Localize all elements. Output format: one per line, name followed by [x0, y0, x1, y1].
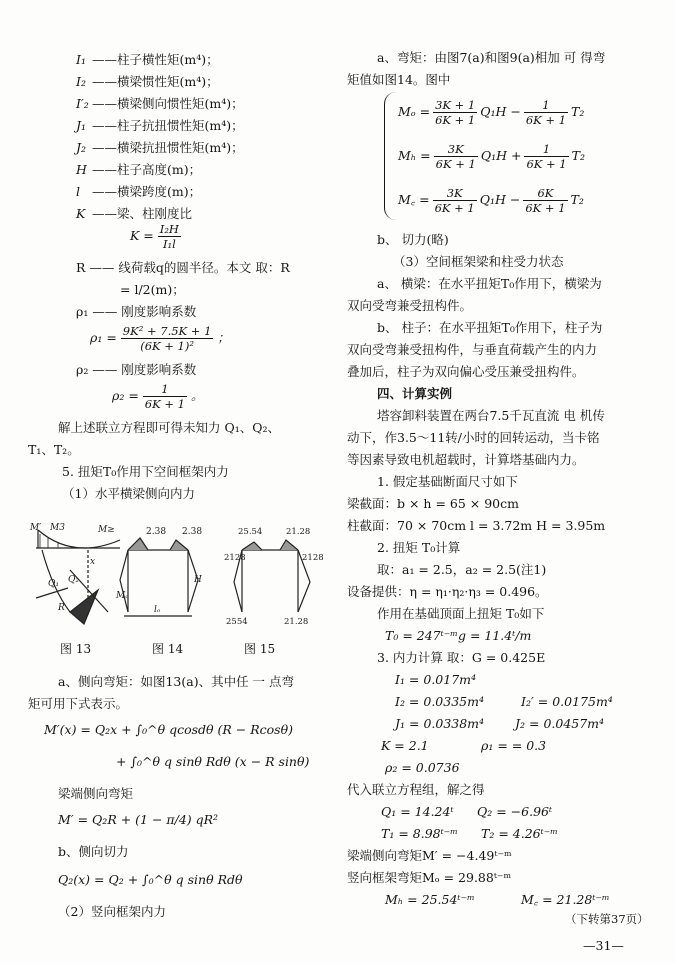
lateral-moment-text-cont: 矩可用下式表示。: [28, 696, 129, 711]
equation-middle: Q₁H −: [480, 104, 521, 119]
f14-label-a: 2.38: [146, 527, 167, 537]
k-equation: K = $\frac{\text{I₂H}}{\text{I₁l}}$: [130, 222, 179, 251]
solve-text: 解上述联立方程即可得未知力 Q₁、Q₂、: [58, 420, 280, 435]
symbol-definition-row: [76, 120, 244, 133]
fraction-numerator: 6K: [523, 186, 567, 201]
figure-15: [234, 540, 310, 612]
f14-label-lo: lₒ: [154, 605, 161, 615]
take-values: 取：a₁ = 2.5，a₂ = 2.5(注1): [377, 562, 547, 577]
f13-label-x: x: [90, 557, 96, 567]
subsection-3-heading: （3）空间框架梁和柱受力状态: [393, 254, 564, 269]
moment-equation-row: [398, 186, 584, 215]
symbol-definition-row: [76, 76, 219, 89]
fraction-denominator: 6K + 1: [526, 157, 567, 171]
fraction-denominator: 6K + 1: [525, 113, 567, 127]
q2-equation: Q₂(x) = Q₂ + ∫₀^θ q sinθ Rdθ: [58, 872, 243, 887]
f13-label-q1: Q₁: [48, 579, 59, 589]
fraction: [433, 98, 477, 127]
rho2-equation: ρ₂ = $\frac{1}{6K + 1}$ 。: [112, 382, 204, 411]
fraction: [524, 142, 568, 171]
example-text-1: 塔容卸料装置在两台7.5千瓦直流 电 机传: [377, 408, 605, 423]
symbol: K: [76, 206, 86, 221]
beam-end-moment-label: 梁端侧向弯矩: [58, 786, 134, 801]
caption-fig-14: 图 14: [152, 642, 184, 656]
symbol-meaning: ——横梁侧向惯性矩(m⁴)；: [92, 96, 244, 111]
q1-value: Q₁ = 14.24ᵗ: [381, 804, 454, 819]
r-definition-cont: = l/2(m)；: [120, 282, 185, 297]
lateral-moment-text: a、侧向弯矩：如图13(a)、其中任 一 点弯: [58, 674, 295, 689]
section-5-heading: 5. 扭矩T₀作用下空间框架内力: [62, 464, 229, 479]
equation-lhs: Mₒ =: [398, 104, 431, 119]
section-4-heading: 四、计算实例: [377, 386, 453, 401]
moment-equation-row: [398, 142, 585, 171]
column-section: 柱截面：70 × 70cm l = 3.72m H = 3.95m: [347, 518, 606, 533]
symbol-meaning: ——梁、柱刚度比: [92, 206, 193, 221]
moment-text: a、弯矩：由图7(a)和图9(a)相加 可 得弯: [377, 50, 606, 65]
symbol: l: [76, 184, 80, 199]
i2prime-value: I₂′ = 0.0175m⁴: [521, 694, 613, 709]
fraction-numerator: 3K + 1: [435, 98, 476, 112]
k-fraction: $\frac{\text{I₂H}}{\text{I₁l}}$: [159, 222, 179, 251]
j2-value: J₂ = 0.0457m⁴: [515, 716, 605, 731]
symbol-definition-row: [76, 208, 192, 221]
f13-label-r: R: [58, 603, 65, 613]
column-state-text-cont: 双向受弯兼受扭构件，与垂直荷载产生的内力: [347, 342, 598, 357]
solve-text-cont: T₁、T₂。: [28, 442, 80, 457]
t1-value: T₁ = 8.98ᵗ⁻ᵐ: [381, 826, 458, 841]
symbol-definition-row: [76, 142, 244, 155]
equation-middle: Q₁H −: [479, 192, 521, 207]
fraction-numerator: 1: [524, 98, 568, 113]
f14-label-b: 2.38: [182, 527, 203, 537]
fraction-denominator: 6K + 1: [434, 201, 475, 215]
fraction-denominator: 6K + 1: [435, 113, 476, 127]
beam-state-text-cont: 双向受弯兼受扭构件。: [347, 298, 473, 313]
symbol-meaning: ——横梁抗扭惯性矩(m⁴)；: [92, 140, 244, 155]
fraction-numerator: 3K: [434, 142, 478, 157]
mprime-equation: M′ = Q₂R + (1 − π/4) qR²: [58, 812, 219, 827]
apply-torque-text: 作用在基础顶面上扭矩 T₀如下: [377, 606, 545, 621]
rho1-definition: ρ₁ —— 刚度影响系数: [76, 304, 197, 319]
subsection-2-heading: （2）竖向框架内力: [58, 904, 166, 919]
caption-fig-13: 图 13: [60, 642, 92, 656]
symbol: J₁: [76, 118, 87, 133]
caption-fig-15: 图 15: [244, 642, 276, 656]
fraction-denominator: 6K + 1: [435, 157, 476, 171]
step-3-heading: 3. 内力计算 取：G = 0.425E: [377, 650, 546, 665]
fraction: [524, 98, 568, 127]
j1-value: J₁ = 0.0338m⁴: [395, 716, 485, 731]
rho2-value: ρ₂ = 0.0736: [385, 760, 460, 775]
f13-label-mprime: M′: [30, 523, 42, 533]
symbol-meaning: ——柱子横性矩(m⁴)；: [92, 52, 219, 67]
q2-value: Q₂ = −6.96ᵗ: [477, 804, 553, 819]
subsection-1-heading: （1）水平横梁侧向内力: [62, 486, 195, 501]
fraction: [523, 186, 567, 215]
mb-value: Mₕ = 25.54ᵗ⁻ᵐ: [385, 892, 475, 907]
column-state-text-cont2: 叠加后，柱子为双向偏心受压兼受扭构件。: [347, 364, 585, 379]
symbol-definition-row: [76, 164, 201, 177]
symbol-meaning: ——柱子高度(m)；: [92, 162, 202, 177]
i2-value: I₂ = 0.0335m⁴: [395, 694, 484, 709]
f14-label-mo: Mₒ: [116, 591, 129, 601]
column-state-text: b、 柱子：在水平扭矩T₀作用下，柱子为: [377, 320, 603, 335]
mc-value: M꜀ = 21.28ᵗ⁻ᵐ: [521, 892, 610, 907]
r-definition: R —— 线荷载q的圆半径。本文 取：R: [76, 260, 290, 275]
f13-label-q2: Q₂: [68, 575, 79, 585]
figures-13-14-15: [28, 520, 328, 632]
fraction-denominator: 6K + 1: [525, 201, 566, 215]
f15-label-d: 2128: [302, 553, 324, 563]
beam-section: 梁截面：b × h = 65 × 90cm: [347, 496, 519, 511]
f15-label-e: 2554: [226, 617, 248, 627]
symbol-definition-row: [76, 186, 201, 199]
beam-state-text: a、 横梁：在水平扭矩T₀作用下，横梁为: [377, 276, 602, 291]
fraction-numerator: 1: [524, 142, 568, 157]
symbol: I′₂: [76, 96, 89, 111]
equation-lhs: M꜀ =: [398, 192, 430, 207]
equation-middle: Q₁H +: [480, 148, 522, 163]
f15-label-a: 25.54: [238, 527, 263, 537]
symbol: I₁: [76, 52, 86, 67]
f14-label-h: H: [194, 575, 202, 585]
vertical-frame-moment: 竖向框架弯矩Mₒ = 29.88ᵗ⁻ᵐ: [347, 870, 512, 885]
page-number: —31—: [583, 938, 624, 953]
substitution-text: 代入联立方程组，解之得: [347, 782, 485, 797]
moment-equation-row: [398, 98, 584, 127]
mx-equation: M′(x) = Q₂x + ∫₀^θ qcosdθ (R − Rcosθ): [44, 722, 293, 737]
mx-equation-cont: + ∫₀^θ q sinθ Rdθ (x − R sinθ): [116, 754, 310, 769]
f13-label-mge: M≥: [98, 525, 115, 535]
equation-tail: T₂: [570, 192, 584, 207]
t2-value: T₂ = 4.26ᵗ⁻ᵐ: [481, 826, 558, 841]
symbol: I₂: [76, 74, 86, 89]
efficiency: 设备提供：η = η₁·η₂·η₃ = 0.496。: [347, 584, 548, 599]
rho1-equation: ρ₁ = $\frac{\text{9K² + 7.5K + 1}}{\text{(6K + 1)²}}$ ；: [90, 324, 230, 353]
symbol-definition-row: [76, 98, 244, 111]
f13-label-m3: M3: [50, 523, 65, 533]
f15-label-b: 21.28: [286, 527, 311, 537]
symbol-meaning: ——横梁跨度(m)；: [92, 184, 202, 199]
t0-value: T₀ = 247ᵗ⁻ᵐg = 11.4ᵗ/m: [385, 628, 532, 643]
f15-label-c: 2128: [224, 553, 246, 563]
lateral-shear-label: b、侧向切力: [58, 844, 129, 859]
rho1-value: ρ₁ = = 0.3: [481, 738, 547, 753]
k-value: K = 2.1: [381, 738, 429, 753]
symbol-definition-row: [76, 54, 219, 67]
equation-lhs: Mₕ =: [398, 148, 431, 163]
example-text-3: 等因素导致电机超载时，计算塔基础内力。: [347, 452, 585, 467]
fraction: [433, 186, 477, 215]
fraction-numerator: 3K: [433, 186, 477, 201]
symbol: J₂: [76, 140, 87, 155]
rho2-definition: ρ₂ —— 刚度影响系数: [76, 362, 197, 377]
step-1-heading: 1. 假定基础断面尺寸如下: [377, 474, 518, 489]
symbol: H: [76, 162, 87, 177]
continued-note: （下转第37页）: [565, 912, 649, 926]
beam-end-lateral-moment: 梁端侧向弯矩M′ = −4.49ᵗ⁻ᵐ: [347, 848, 512, 863]
equation-tail: T₂: [571, 148, 585, 163]
i1-value: I₁ = 0.017m⁴: [395, 672, 477, 687]
shear-note: b、 切力(略): [377, 232, 449, 247]
equation-brace: [384, 92, 397, 220]
symbol-meaning: ——横梁惯性矩(m⁴)；: [92, 74, 219, 89]
step-2-heading: 2. 扭矩 T₀计算: [377, 540, 461, 555]
symbol-meaning: ——柱子抗扭惯性矩(m⁴)；: [92, 118, 244, 133]
f15-label-f: 21.28: [284, 617, 309, 627]
moment-text-cont: 矩值如图14。图中: [347, 72, 451, 87]
example-text-2: 动下，作3.5～11转/小时的回转运动，当卡铭: [347, 430, 600, 445]
fraction: [434, 142, 478, 171]
equation-tail: T₂: [571, 104, 585, 119]
